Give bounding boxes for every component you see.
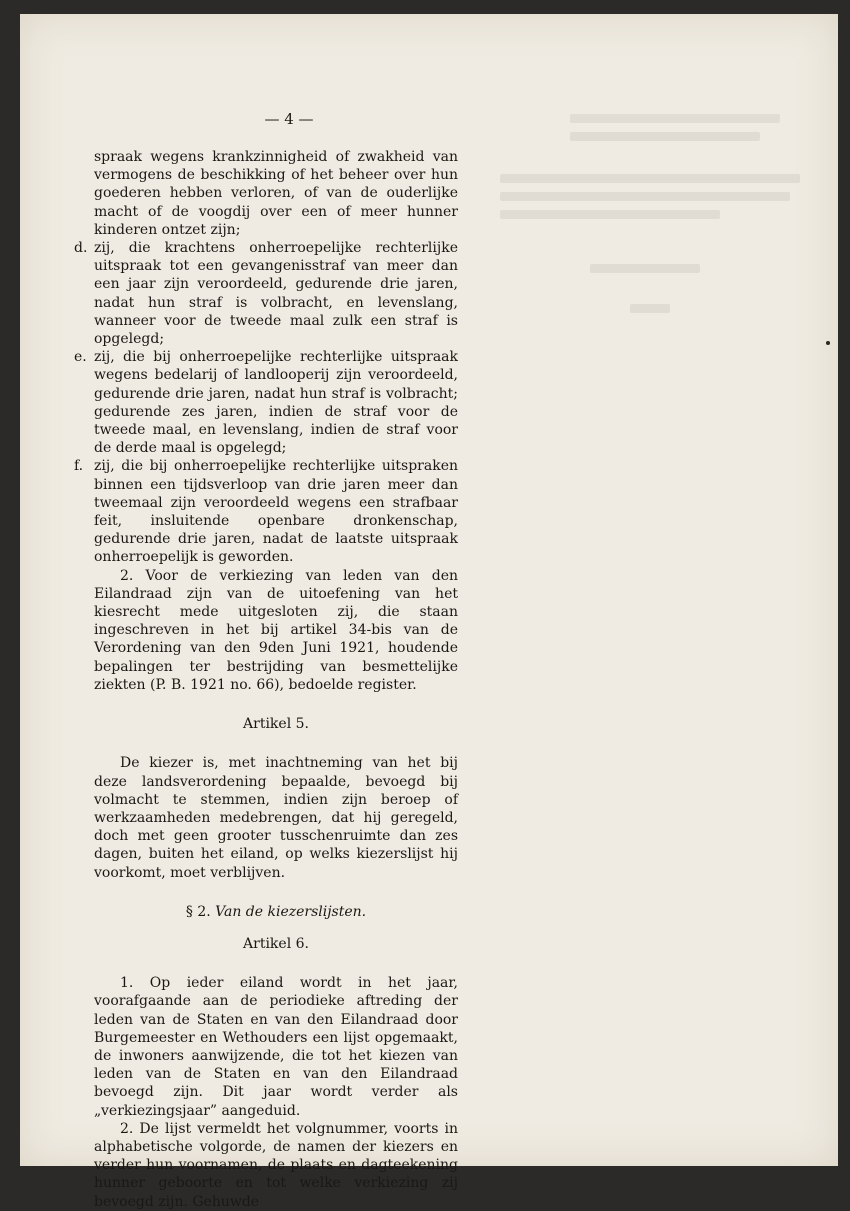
article-6-paragraph-1: 1. Op ieder eiland wordt in het jaar, voorafgaande aan de periodieke aftreding der leden van de Staten en van den Eilandraad door Burgemeester en Wethouders een lijst opgemaakt, de inwoners aanwijzende, die tot het kiezen van leden van de Staten en van den Eilandraad bevoegd zijn. Dit jaar wordt verder als „verkiezingsjaar” aangeduid. bbox=[94, 975, 458, 1119]
document-page bbox=[20, 14, 838, 1210]
paragraph-exclusion-register: 2. Voor de verkiezing van leden van den Eilandraad zijn van de uitoefening van het kiesrecht mede uitgesloten zij, die staan ingeschreven in het bij artikel 34-bis van de Verordening van den 9den Juni 1921, houdende bepalingen ter bestrijding van besmettelijke ziekten (P. B. 1921 no. 66), bedoelde register. bbox=[94, 567, 458, 693]
article-6-heading: Artikel 6. bbox=[243, 935, 309, 952]
list-item bbox=[74, 239, 458, 348]
list-item-label: d. bbox=[74, 240, 88, 257]
list-item-label: f. bbox=[74, 458, 84, 475]
list-item-text: zij, die bij onherroepelijke rechterlijke uitspraken binnen een tijdsverloop van drie jaren meer dan tweemaal zijn veroordeeld wegens een strafbaar feit, insluitende openbare dronkenschap, gedurende drie jaren, nadat de laatste uitspraak onherroepelijk is geworden. bbox=[94, 458, 458, 566]
article-6-paragraph-2: 2. De lijst vermeldt het volgnummer, voorts in alphabetische volgorde, de namen der kiezers en verder hun voornamen, de plaats en dagteekening hunner geboorte en tot welke verkiezing zij bevoegd zijn. Gehuwde bbox=[94, 1120, 458, 1210]
section-heading bbox=[94, 903, 458, 921]
list-item-text: zij, die bij onherroepelijke rechterlijke uitspraak wegens bedelarij of landlooperij zijn veroordeeld, gedurende drie jaren, nadat hun straf is volbracht; gedurende zes jaren, indien de straf voor de tweede maal, en levenslang, indien de straf voor de derde maal is opgelegd; bbox=[94, 349, 458, 457]
list-item bbox=[74, 348, 458, 457]
page-number: — 4 — bbox=[264, 110, 314, 128]
section-symbol: § 2. bbox=[185, 903, 211, 920]
list-item-text: zij, die krachtens onherroepelijke rechterlijke uitspraak tot een gevangenisstraf van meer dan een jaar zijn veroordeeld, gedurende drie jaren, nadat hun straf is volbracht, en levenslang, wanneer voor de tweede maal zulk een straf is opgelegd; bbox=[94, 240, 458, 348]
list-item bbox=[74, 457, 458, 566]
list-item bbox=[94, 148, 458, 239]
article-5-heading: Artikel 5. bbox=[243, 716, 309, 733]
list-item-label bbox=[74, 148, 94, 239]
list-item-label: e. bbox=[74, 349, 87, 366]
section-title: Van de kiezerslijsten. bbox=[215, 903, 367, 920]
article-5-text: De kiezer is, met inachtneming van het bij deze landsverordening bepaalde, bevoegd bij volmacht te stemmen, indien zijn beroep of werkzaamheden medebrengen, dat hij geregeld, doch met geen grooter tusschenruimte dan zes dagen, buiten het eiland, op welks kiezerslijst hij voorkomt, moet verblijven. bbox=[94, 755, 458, 881]
paper-speck bbox=[826, 341, 830, 345]
document-body bbox=[74, 148, 458, 1211]
show-through-text bbox=[490, 114, 820, 1114]
list-item-text: spraak wegens krankzinnigheid of zwakheid van vermogens de beschikking of het beheer over hun goederen hebben verloren, of van de ouderlijke macht of de voogdij over een of meer hunner kinderen ontzet zijn; bbox=[94, 149, 458, 238]
